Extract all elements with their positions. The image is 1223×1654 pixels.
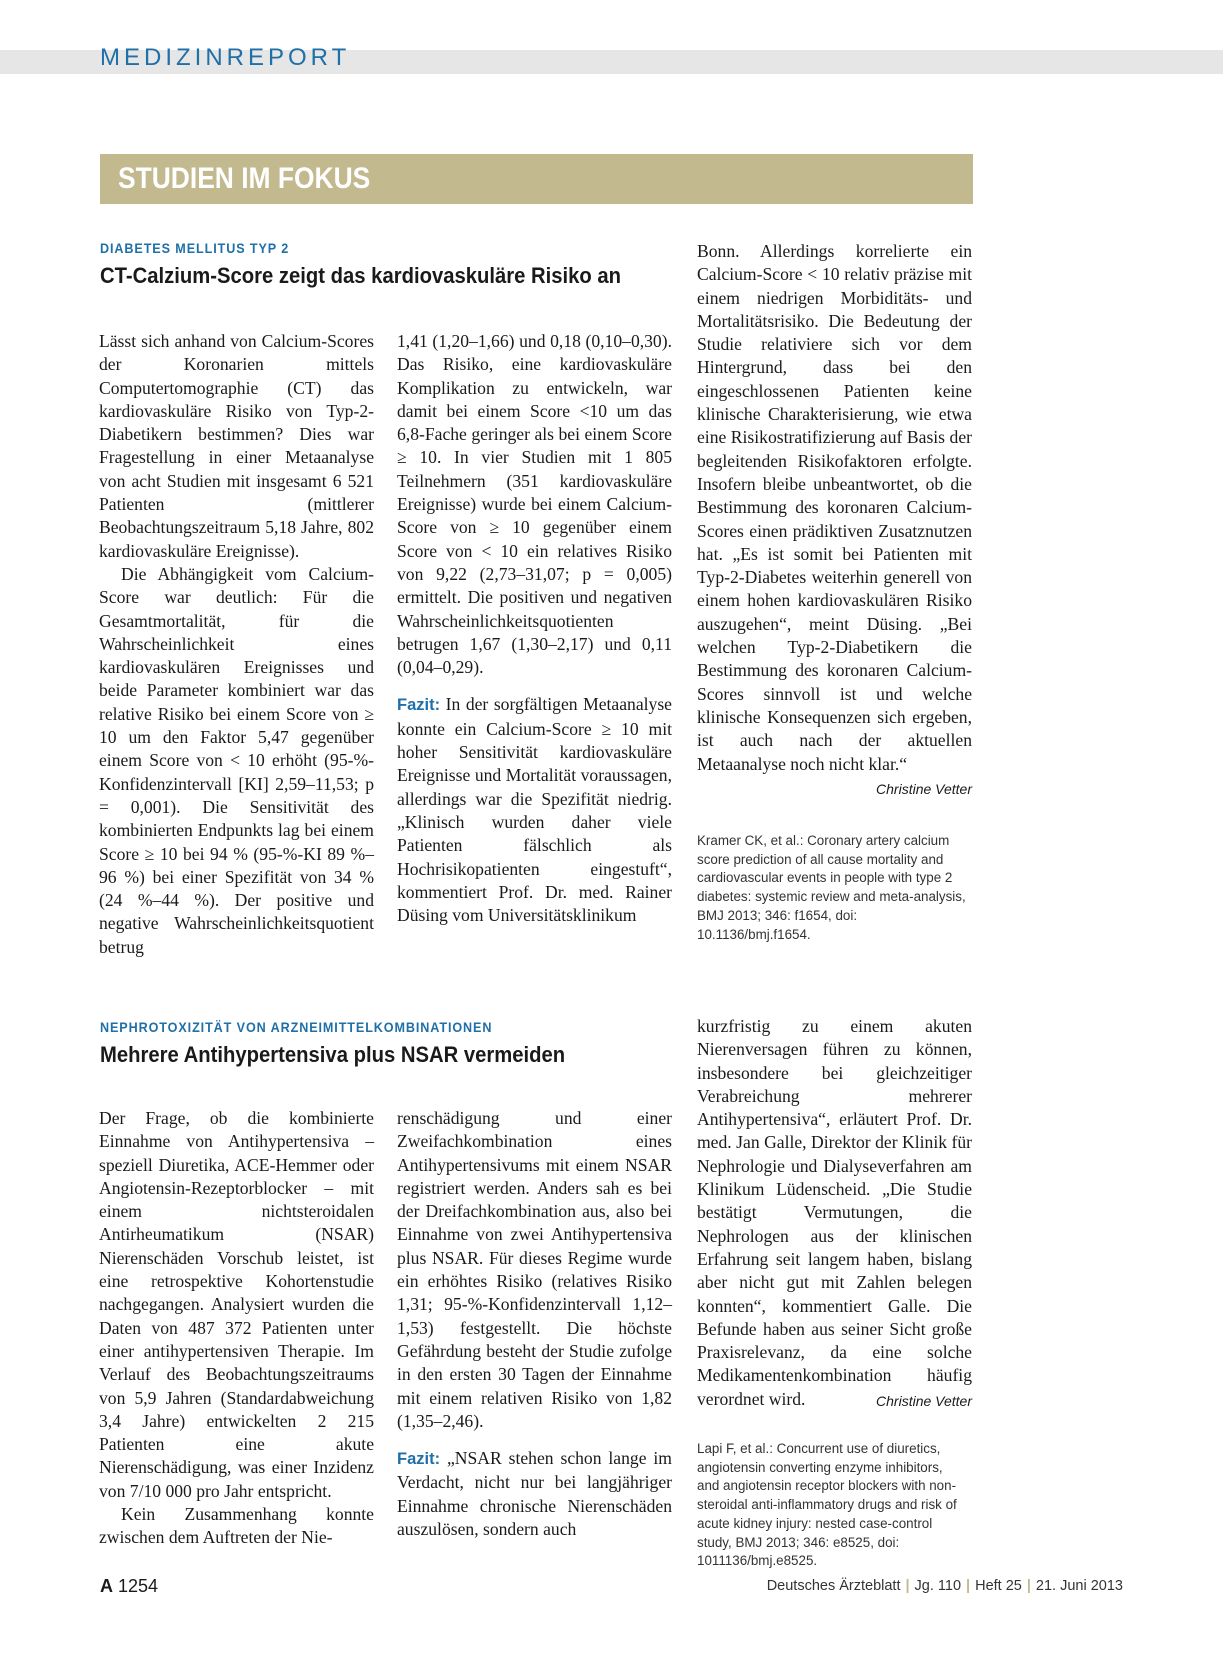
article2-column-2 xyxy=(397,1107,672,1541)
fazit-label: Fazit: xyxy=(397,696,441,715)
journal-issue: Heft 25 xyxy=(975,1578,1022,1594)
article1-column-3 xyxy=(697,240,972,801)
paragraph: Lässt sich anhand von Calcium-Scores der Koronarien mittels Computertomographie (CT) das kardiovaskuläre Risiko von Typ-2-Diabetikern bestimmen? Dies war Fragestellung in einer Metaanalyse von acht Studien mit insgesamt 6 521 Patienten (mittlerer Beobachtungszeitraum 5,18 Jahre, 802 kardiovaskuläre Ereignisse). xyxy=(99,331,374,561)
paragraph: Der Frage, ob die kombinierte Einnahme von Antihypertensiva – speziell Diuretika, ACE-Hemmer oder Angiotensin-Rezeptorblocker – mit einem nichtsteroidalen Antirheumatikum (NSAR) Nierenschäden Vorschub leistet, ist eine retrospektive Kohortenstudie nachgegangen. Analysiert wurden die Daten von 487 372 Patienten unter einer antihypertensiven Therapie. Im Verlauf des Beobachtungszeitraums von 5,9 Jahren (Standardabweichung 3,4 Jahre) entwickelten 2 215 Patienten eine akute Nierenschädigung, was einer Inzidenz von 7/10 000 pro Jahr entspricht. xyxy=(99,1108,374,1501)
section-label: MEDIZINREPORT xyxy=(100,44,351,71)
article1-headline: CT-Calzium-Score zeigt das kardiovaskuläre Risiko an xyxy=(100,263,622,288)
separator: | xyxy=(905,1578,910,1594)
separator: | xyxy=(966,1578,971,1594)
separator: | xyxy=(1026,1578,1031,1594)
article1-column-1 xyxy=(99,330,374,959)
article1-column-2 xyxy=(397,330,672,927)
paragraph: renschädigung und einer Zweifachkombination eines Antihypertensivums mit einem NSAR registriert werden. Anders sah es bei der Dreifachkombination aus, also bei Einnahme von zwei Antihypertensiva plus NSAR. Für dieses Regime wurde ein erhöhtes Risiko (relatives Risiko 1,31; 95-%-Konfidenzintervall 1,12–1,53) festgestellt. Die höchste Gefährdung besteht der Studie zufolge in den ersten 30 Tagen der Einnahme mit einem relativen Risiko von 1,82 (1,35–2,46). xyxy=(397,1108,672,1431)
paragraph-text: Bonn. Allerdings korrelierte ein Calcium-Score < 10 relativ präzise mit einem niedrigen Morbiditäts- und Mortalitätsrisiko. Die Bedeutung der Studie relativiere sich vor dem Hintergrund, dass bei den eingeschlossenen Patienten keine klinische Charakterisierung, wie etwa eine Risikostratifizierung auf Basis der begleitenden Risikofaktoren erfolgte. Insofern bleibe unbeantwortet, ob die Bestimmung des koronaren Calcium-Scores einen prädiktiven Zusatznutzen hat. „Es ist somit bei Patienten mit Typ-2-Diabetes weiterhin generell von einem hohen kardiovaskulären Risiko auszugehen“, meint Düsing. „Bei welchen Typ-2-Diabetikern die Bestimmung des koronaren Calcium-Scores sinnvoll ist und welche klinische Konsequenzen sich ergeben, ist auch nach der aktuellen Metaanalyse noch nicht klar.“ xyxy=(697,241,972,774)
page-letter: A xyxy=(100,1576,113,1596)
article2-reference: Lapi F, et al.: Concurrent use of diuretics, angiotensin converting enzyme inhibitors, and angiotensin receptor blockers with non-steroidal anti-inflammatory drugs and risk of acute kidney injury: nested case-control study, BMJ 2013; 346: e8525, doi: 1011136/bmj.e8525. xyxy=(697,1441,957,1569)
author-name: Christine Vetter xyxy=(876,1392,972,1409)
fazit-text: In der sorgfältigen Metaanalyse konnte ein Calcium-Score ≥ 10 mit hoher Sensitivität kardiovaskuläre Ereignisse und Mortalität voraussagen, allerdings war die Spezifität niedrig. „Klinisch wurden daher viele Patienten fälschlich als Hochrisikopatienten eingestuft“, kommentiert Prof. Dr. med. Rainer Düsing vom Universitätsklinikum xyxy=(397,694,672,926)
banner-title: STUDIEN IM FOKUS xyxy=(118,162,371,195)
paragraph: Kein Zusammenhang konnte zwischen dem Auftreten der Nie- xyxy=(99,1504,374,1548)
article2-column-1 xyxy=(99,1107,374,1550)
fazit-paragraph xyxy=(397,693,672,927)
fazit-paragraph xyxy=(397,1447,672,1541)
author-name: Christine Vetter xyxy=(876,780,972,797)
paragraph: 1,41 (1,20–1,66) und 0,18 (0,10–0,30). Das Risiko, eine kardiovaskuläre Komplikation zu entwickeln, war damit bei einem Score <10 um das 6,8-Fache geringer als bei einem Score ≥ 10. In vier Studien mit 1 805 Teilnehmern (351 kardiovaskuläre Ereignisse) wurde bei einem Calcium-Score von ≥ 10 gegenüber einem Score von < 10 ein relatives Risiko von 9,22 (2,73–31,07; p = 0,005) ermittelt. Die positiven und negativen Wahrscheinlichkeitsquotienten betrugen 1,67 (1,30–2,17) und 0,11 (0,04–0,29). xyxy=(397,331,672,678)
section-banner xyxy=(100,154,973,204)
article1-reference: Kramer CK, et al.: Coronary artery calcium score prediction of all cause mortality and cardiovascular events in people with type 2 diabetes: systemic review and meta-analysis, BMJ 2013; 346: f1654, doi: 10.1136/bmj.f1654. xyxy=(697,833,966,942)
fazit-text: „NSAR stehen schon lange im Verdacht, nicht nur bei langjähriger Einnahme chronische Nierenschäden auszulösen, sondern auch xyxy=(397,1448,672,1540)
paragraph: Die Abhängigkeit vom Calcium-Score war deutlich: Für die Gesamtmortalität, für die Wahrscheinlichkeit eines kardiovaskulären Ereignisses und beide Parameter kombiniert war das relative Risiko bei einem Score von ≥ 10 um den Faktor 5,47 gegenüber einem Score von < 10 erhöht (95-%-Konfidenzintervall [KI] 2,59–11,53; p = 0,001). Die Sensitivität des kombinierten Endpunkts lag bei einem Score ≥ 10 bei 94 % (95-%-KI 89 %–96 %) bei einer Spezifität von 34 % (24 %–44 %). Der positive und negative Wahrscheinlichkeitsquotient betrug xyxy=(99,563,374,957)
article1-kicker: DIABETES MELLITUS TYP 2 xyxy=(100,240,290,256)
article2-column-3 xyxy=(697,1015,972,1413)
journal-volume: Jg. 110 xyxy=(914,1578,962,1594)
journal-info xyxy=(767,1578,1123,1594)
page-footer xyxy=(0,1576,1223,1600)
page-number: 1254 xyxy=(118,1576,159,1596)
paragraph-text: kurzfristig zu einem akuten Nierenversagen führen zu können, insbesondere bei gleichzeitiger Verabreichung mehrerer Antihypertensiva“, erläutert Prof. Dr. med. Jan Galle, Direktor der Klinik für Nephrologie und Dialyseverfahren am Klinikum Lüdenscheid. „Die Studie bestätigt Vermutungen, die Nephrologen aus der klinischen Erfahrung seit langem haben, bislang aber nicht gut mit Zahlen belegen konnten“, kommentiert Galle. Die Befunde haben aus seiner Sicht große Praxisrelevanz, da eine solche Medikamentenkombination häufig verordnet wird. xyxy=(697,1016,972,1409)
journal-date: 21. Juni 2013 xyxy=(1035,1578,1123,1594)
paragraph xyxy=(697,240,972,797)
article2-headline: Mehrere Antihypertensiva plus NSAR vermeiden xyxy=(100,1042,566,1067)
article2-kicker: NEPHROTOXIZITÄT VON ARZNEIMITTELKOMBINATIONEN xyxy=(100,1019,493,1035)
journal-name: Deutsches Ärzteblatt xyxy=(766,1578,901,1594)
fazit-label: Fazit: xyxy=(397,1450,441,1469)
paragraph xyxy=(697,1015,972,1411)
